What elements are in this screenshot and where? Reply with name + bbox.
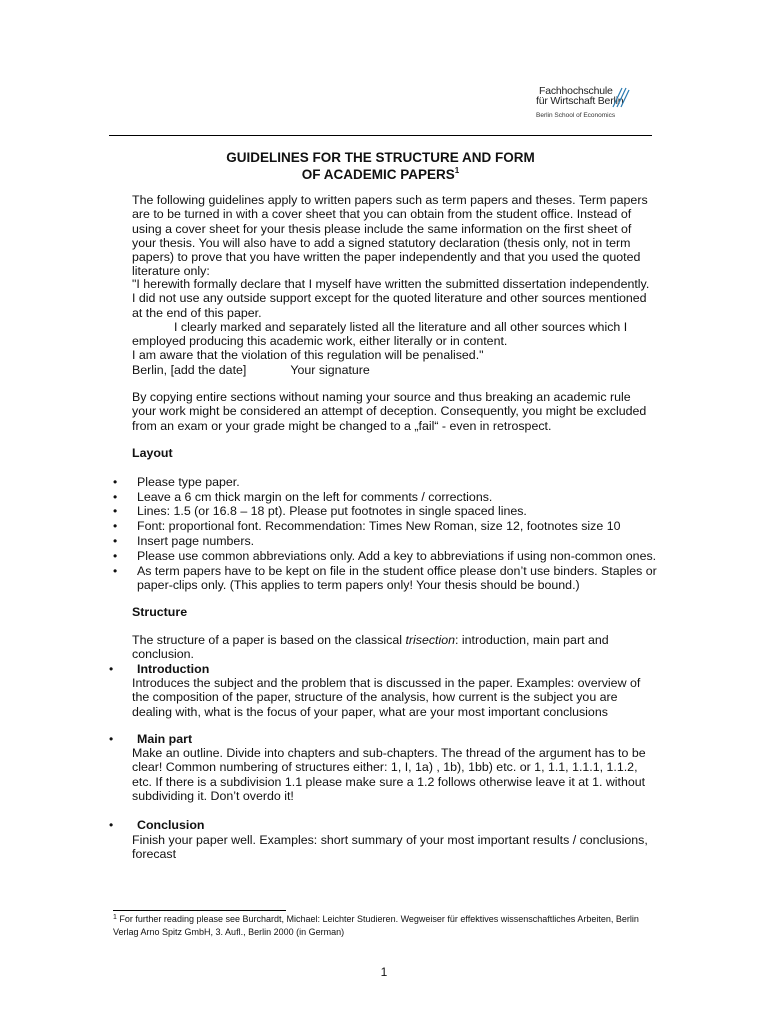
- declaration-block: [132, 277, 654, 377]
- bullet-icon: •: [109, 818, 114, 832]
- declaration-p3: I am aware that the violation of this regulation will be penalised.": [132, 348, 484, 363]
- document-title-line-1: GUIDELINES FOR THE STRUCTURE AND FORM: [226, 150, 535, 165]
- header-rule: [109, 135, 652, 136]
- conclusion-text: Finish your paper well. Examples: short summary of your most important results / conclusions, forecast: [132, 833, 648, 862]
- list-item: Please use common abbreviations only. Add a key to abbreviations if using non-common ones.: [137, 549, 657, 563]
- structure-text-before: The structure of a paper is based on the classical: [132, 633, 406, 647]
- document-title-line-2: [109, 166, 652, 183]
- list-item: Leave a 6 cm thick margin on the left for comments / corrections.: [137, 490, 493, 504]
- logo-line-3: Berlin School of Economics: [536, 112, 616, 119]
- structure-text-after: : introduction, main part and conclusion.: [132, 633, 609, 662]
- logo-line-1: Fachhochschule: [539, 85, 613, 97]
- bullet-icon: •: [113, 534, 118, 548]
- bullet-icon: •: [113, 549, 118, 563]
- institution-logo: [536, 86, 636, 122]
- declaration-signature: Your signature: [290, 362, 370, 377]
- list-item: Lines: 1.5 (or 16.8 – 18 pt). Please put footnotes in single spaced lines.: [137, 504, 527, 518]
- declaration-date: Berlin, [add the date]: [132, 362, 247, 377]
- list-item: Font: proportional font. Recommendation: Times New Roman, size 12, footnotes size 10: [137, 519, 621, 533]
- footnote: [113, 913, 658, 938]
- introduction-text: Introduces the subject and the problem that is discussed in the paper. Examples: overview of the composition of the paper, structure of the analysis, how current is the subject you are dealing with, what is the focus of your paper, what are your most important conclusions: [132, 676, 641, 719]
- page-number: 1: [380, 965, 388, 979]
- bullet-icon: •: [113, 504, 118, 518]
- list-item: Please type paper.: [137, 475, 240, 489]
- structure-heading: Structure: [132, 605, 188, 619]
- declaration-p1: "I herewith formally declare that I myself have written the submitted dissertation independently. I did not use any outside support except for the quoted literature and other sources mentioned at the end of this paper.: [132, 277, 650, 320]
- bullet-icon: •: [113, 564, 118, 578]
- title-text: OF ACADEMIC PAPERS: [301, 167, 455, 182]
- logo-line-2: für Wirtschaft Berlin: [536, 95, 624, 107]
- logo-mark-icon: [612, 86, 630, 108]
- structure-paragraph: [132, 633, 654, 662]
- warning-paragraph: By copying entire sections without naming your source and thus breaking an academic rule your work might be considered an attempt of deception. Consequently, you might be excluded from an exam or your grade might be changed to a „fail“ - even in retrospect.: [132, 390, 647, 433]
- declaration-p2: I clearly marked and separately listed all the literature and all other sources which I employed producing this academic work, either literally or in content.: [132, 319, 628, 349]
- footnote-marker: 1: [113, 914, 117, 921]
- bullet-icon: •: [113, 475, 118, 489]
- footnote-text: For further reading please see Burchardt, Michael: Leichter Studieren. Wegweiser für effektives wissenschaftliches Arbeiten, Berlin Verlag Arno Spitz GmbH, 3. Aufl., Berlin 2000 (in German): [113, 914, 639, 937]
- bullet-icon: •: [113, 490, 118, 504]
- intro-paragraph: The following guidelines apply to written papers such as term papers and theses. Term papers are to be turned in with a cover sheet that you can obtain from the student office. Instead of using a cover sheet for your thesis please include the same information on the first sheet of your thesis. You will also have to add a signed statutory declaration (thesis only, not in term papers) to prove that you have written the paper independently and that you used the quoted literature only:: [132, 193, 648, 279]
- conclusion-heading: Conclusion: [137, 818, 205, 832]
- introduction-heading: Introduction: [137, 662, 210, 676]
- declaration-date-line: [132, 363, 654, 377]
- footnote-rule: [113, 910, 286, 911]
- layout-heading: Layout: [132, 446, 173, 460]
- list-item: As term papers have to be kept on file in the student office please don’t use binders. Staples or paper-clips only. (This applies to term papers only! Your thesis should be bound.): [137, 564, 657, 593]
- title-footnote-ref[interactable]: 1: [454, 166, 460, 175]
- bullet-icon: •: [109, 732, 114, 746]
- main-part-text: Make an outline. Divide into chapters and sub-chapters. The thread of the argument has to be clear! Common numbering of structures either: 1, I, 1a) , 1b), 1bb) etc. or 1, 1.1, 1.1.1, 1.1.2, etc. If there is a subdivision 1.1 please make sure a 1.2 follows otherwise leave it at 1. without subdividing it. Don’t overdo it!: [132, 746, 646, 803]
- main-part-heading: Main part: [137, 732, 193, 746]
- list-item: Insert page numbers.: [137, 534, 255, 548]
- bullet-icon: •: [113, 519, 118, 533]
- structure-text-italic: trisection: [405, 633, 456, 647]
- bullet-icon: •: [109, 662, 114, 676]
